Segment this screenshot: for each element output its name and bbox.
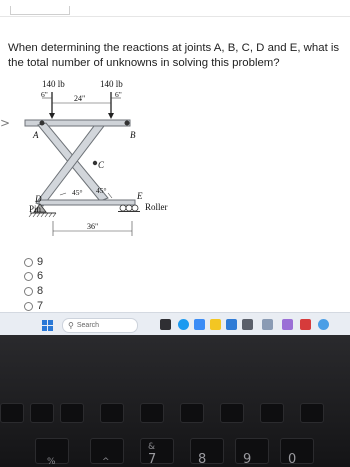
option-label: 6 <box>37 270 44 282</box>
store-icon[interactable] <box>226 319 237 330</box>
key[interactable] <box>100 403 124 423</box>
joint-d-label: D <box>35 194 42 204</box>
key[interactable] <box>30 403 54 423</box>
taskbar-app-icon[interactable] <box>282 319 293 330</box>
key-label: 0 <box>288 452 297 467</box>
key-label: & <box>148 442 156 452</box>
joint-a-label: A <box>33 130 39 140</box>
key-7[interactable] <box>140 438 174 464</box>
key[interactable] <box>0 403 24 423</box>
joint-a-pin <box>40 121 45 126</box>
dim-bottom-label: 36" <box>87 222 99 231</box>
dim-right-label: 6" <box>115 90 122 99</box>
dim-top-label: 24" <box>74 94 86 103</box>
frame-diagram <box>16 76 216 251</box>
search-icon: ⚲ <box>68 321 74 330</box>
joint-c-label: C <box>98 160 105 170</box>
left-edge-mark: > <box>0 116 11 130</box>
key[interactable] <box>180 403 204 423</box>
load-right-label: 140 lb <box>100 79 123 89</box>
option-radio[interactable] <box>24 287 33 296</box>
angle-right-label: 45° <box>96 186 107 195</box>
windows-start-icon[interactable] <box>42 320 53 331</box>
divider <box>0 16 350 17</box>
taskbar-search[interactable] <box>62 318 138 333</box>
keyboard-area <box>0 335 350 467</box>
joint-b-label: B <box>130 130 136 140</box>
key-label: % <box>47 457 56 467</box>
option-label: 8 <box>37 285 44 297</box>
dim-left-label: 6" <box>41 90 48 99</box>
taskbar-app-icon[interactable] <box>262 319 273 330</box>
taskbar-app-icon[interactable] <box>160 319 171 330</box>
roller-label: Roller <box>145 202 168 212</box>
option-2[interactable] <box>24 270 43 282</box>
key-label: 9 <box>243 452 252 467</box>
joint-e-label: E <box>137 191 143 201</box>
key[interactable] <box>60 403 84 423</box>
key-label: ^ <box>102 457 110 467</box>
option-label: 7 <box>37 300 44 312</box>
edge-icon[interactable] <box>178 319 189 330</box>
bottom-member <box>39 200 135 205</box>
load-left-label: 140 lb <box>42 79 65 89</box>
key[interactable] <box>260 403 284 423</box>
taskbar <box>0 312 350 335</box>
option-3[interactable] <box>24 285 43 297</box>
taskbar-app-icon[interactable] <box>242 319 253 330</box>
pin-label: Pin <box>29 204 42 214</box>
key-9[interactable] <box>235 438 269 464</box>
mail-icon[interactable] <box>194 319 205 330</box>
key-label: 7 <box>148 452 157 467</box>
key[interactable] <box>300 403 324 423</box>
key[interactable] <box>140 403 164 423</box>
option-radio[interactable] <box>24 258 33 267</box>
taskbar-app-icon[interactable] <box>318 319 329 330</box>
taskbar-app-icon[interactable] <box>300 319 311 330</box>
option-radio[interactable] <box>24 272 33 281</box>
search-label: Search <box>76 322 100 329</box>
joint-c-pin <box>93 161 97 165</box>
roller-support <box>118 205 140 212</box>
angle-left-label: 45° <box>72 188 83 197</box>
key-label: 8 <box>198 452 207 467</box>
key[interactable] <box>220 403 244 423</box>
question-text: When determining the reactions at joints A, B, C, D and E, what is the total number of unknowns in solving this problem? <box>8 42 340 69</box>
option-1[interactable] <box>24 256 43 268</box>
option-4[interactable] <box>24 300 43 312</box>
key-8[interactable] <box>190 438 224 464</box>
folder-icon[interactable] <box>210 319 221 330</box>
option-label: 9 <box>37 256 44 268</box>
option-radio[interactable] <box>24 302 33 311</box>
page-top-strip <box>10 6 70 15</box>
key-0[interactable] <box>280 438 314 464</box>
joint-b-pin <box>125 121 130 126</box>
